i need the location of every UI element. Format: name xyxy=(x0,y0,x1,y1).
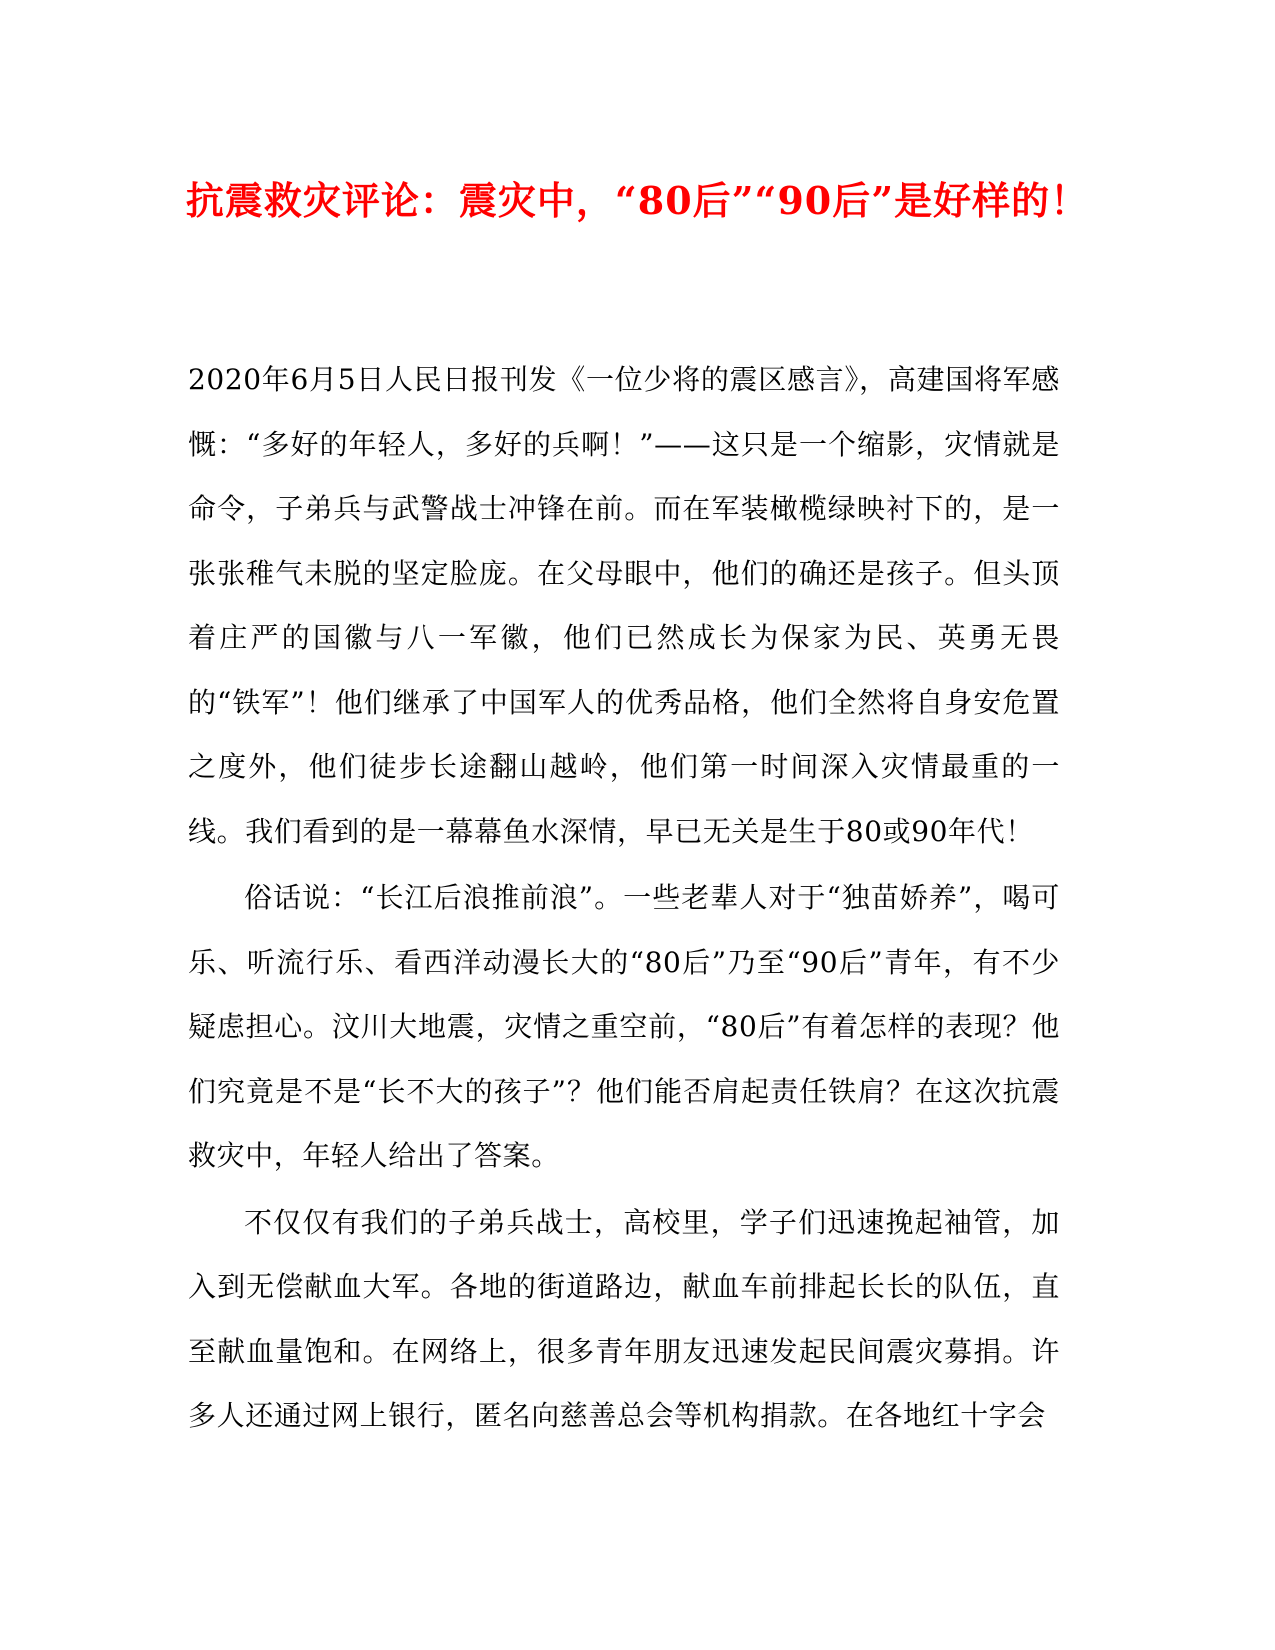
paragraph-3: 不仅仅有我们的子弟兵战士，高校里，学子们迅速挽起袖管，加入到无偿献血大军。各地的街道路边，献血车前排起长长的队伍，直至献血量饱和。在网络上，很多青年朋友迅速发起民间震灾募捐。许多人还通过网上银行，匿名向慈善总会等机构捐款。在各地红十字会 xyxy=(188,1205,1060,1432)
paragraph-2: 俗话说：“长江后浪推前浪”。一些老辈人对于“独苗娇养”，喝可乐、听流行乐、看西洋动漫长大的“80后”乃至“90后”青年，有不少疑虑担心。汶川大地震，灾情之重空前，“80后”有着怎样的表现？他们究竟是不是“长不大的孩子”？他们能否肩起责任铁肩？在这次抗震救灾中，年轻人给出了答案。 xyxy=(188,881,1060,1172)
paragraph-1: 2020年6月5日人民日报刊发《一位少将的震区感言》，高建国将军感慨：“多好的年轻人，多好的兵啊！”——这只是一个缩影，灾情就是命令，子弟兵与武警战士冲锋在前。而在军装橄榄绿映衬下的，是一张张稚气未脱的坚定脸庞。在父母眼中，他们的确还是孩子。但头顶着庄严的国徽与八一军徽，他们已然成长为保家为民、英勇无畏的“铁军”！他们继承了中国军人的优秀品格，他们全然将自身安危置之度外，他们徒步长途翻山越岭，他们第一时间深入灾情最重的一线。我们看到的是一幕幕鱼水深情，早已无关是生于80或90年代！ xyxy=(188,363,1060,848)
article-body xyxy=(188,348,1060,1449)
page-title: 抗震救灾评论：震灾中，“80后”“90后”是好样的！ xyxy=(185,178,1090,223)
